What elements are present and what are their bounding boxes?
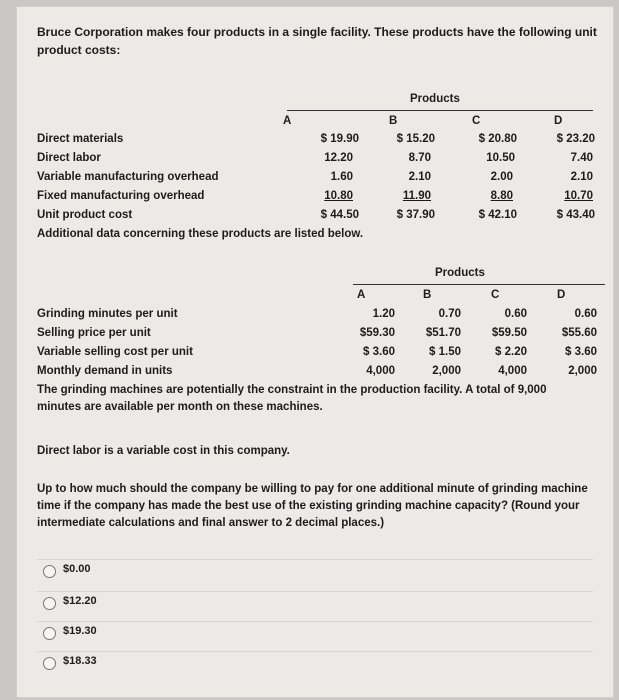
table2-cell: 0.60: [504, 308, 527, 320]
table1-cell: 1.60: [330, 171, 353, 183]
answer-choice[interactable]: [37, 591, 593, 616]
table2-products-header: Products: [435, 267, 485, 279]
table1-row-label: Fixed manufacturing overhead: [37, 190, 205, 202]
table1-cell: 2.10: [570, 171, 593, 183]
table2-header-rule: [353, 284, 605, 285]
table1-cell: 10.80: [324, 190, 353, 202]
table1-col-d: D: [554, 115, 563, 127]
choice-label: $18.33: [63, 655, 97, 667]
table1-row-label: Unit product cost: [37, 209, 133, 221]
table2-cell: 1.20: [372, 308, 395, 320]
table1-cell: $ 19.90: [320, 133, 359, 145]
radio-button[interactable]: [43, 597, 56, 610]
table1-row-label: Direct labor: [37, 152, 101, 164]
table2-cell: $ 2.20: [495, 346, 527, 358]
table2-row-label: Monthly demand in units: [37, 365, 173, 377]
constraint-text: The grinding machines are potentially the constraint in the production facility. A total of 9,000 minutes are available per month on these machines.: [37, 384, 547, 413]
table1-cell: 7.40: [570, 152, 593, 164]
additional-note: Additional data concerning these products are listed below.: [37, 228, 364, 240]
table1-products-header: Products: [410, 93, 460, 105]
table2-cell: 0.70: [438, 308, 461, 320]
table1-cell: $ 20.80: [478, 133, 517, 145]
table2-row-label: Variable selling cost per unit: [37, 346, 193, 358]
table1-col-c: C: [472, 115, 481, 127]
table1-cell: 2.00: [490, 171, 513, 183]
table1-cell: $ 43.40: [556, 209, 595, 221]
table1-cell: 10.50: [486, 152, 515, 164]
table2-cell: 2,000: [568, 365, 597, 377]
table1-col-a: A: [283, 115, 292, 127]
table2-cell: $51.70: [425, 327, 461, 339]
table2-col-d: D: [557, 289, 566, 301]
answer-choice[interactable]: [37, 559, 593, 584]
table2-row-label: Grinding minutes per unit: [37, 308, 178, 320]
labor-note: Direct labor is a variable cost in this company.: [37, 445, 290, 457]
choice-label: $12.20: [63, 595, 97, 607]
table2-cell: $59.30: [359, 327, 395, 339]
answer-choice[interactable]: [37, 651, 593, 676]
table1-cell: $ 23.20: [556, 133, 595, 145]
table2-cell: $59.50: [491, 327, 527, 339]
question-card: [16, 6, 614, 698]
table2-col-b: B: [423, 289, 432, 301]
radio-button[interactable]: [43, 565, 56, 578]
table2-cell: 4,000: [366, 365, 395, 377]
table2-cell: $ 1.50: [429, 346, 461, 358]
table1-row-label: Direct materials: [37, 133, 124, 145]
table2-cell: $ 3.60: [565, 346, 597, 358]
table2-cell: $55.60: [561, 327, 597, 339]
radio-button[interactable]: [43, 627, 56, 640]
table2-cell: 2,000: [432, 365, 461, 377]
table1-cell: $ 42.10: [478, 209, 517, 221]
table1-cell: $ 37.90: [396, 209, 435, 221]
intro-text: Bruce Corporation makes four products in a single facility. These products have the following unit product costs:: [37, 25, 597, 57]
choice-label: $0.00: [63, 563, 91, 575]
table1-cell: 11.90: [402, 190, 431, 202]
table1-row-label: Variable manufacturing overhead: [37, 171, 219, 183]
table2-col-c: C: [491, 289, 500, 301]
table1-cell: 10.70: [564, 190, 593, 202]
radio-button[interactable]: [43, 657, 56, 670]
table2-cell: $ 3.60: [363, 346, 395, 358]
table1-cell: $ 15.20: [396, 133, 435, 145]
table2-col-a: A: [357, 289, 366, 301]
table2-cell: 0.60: [574, 308, 597, 320]
table2-row-label: Selling price per unit: [37, 327, 151, 339]
table1-col-b: B: [389, 115, 398, 127]
table1-cell: 2.10: [408, 171, 431, 183]
question-text: Up to how much should the company be willing to pay for one additional minute of grinding machine time if the company has made the best use of the existing grinding machine capacity? (Round your intermediate calculations and final answer to 2 decimal places.): [37, 483, 588, 529]
table1-cell: 8.70: [408, 152, 431, 164]
table2-cell: 4,000: [498, 365, 527, 377]
table1-header-rule: [287, 110, 593, 111]
table1-cell: 12.20: [324, 152, 353, 164]
table1-cell: 8.80: [490, 190, 513, 202]
answer-choice[interactable]: [37, 621, 593, 646]
table1-cell: $ 44.50: [320, 209, 359, 221]
choice-label: $19.30: [63, 625, 97, 637]
